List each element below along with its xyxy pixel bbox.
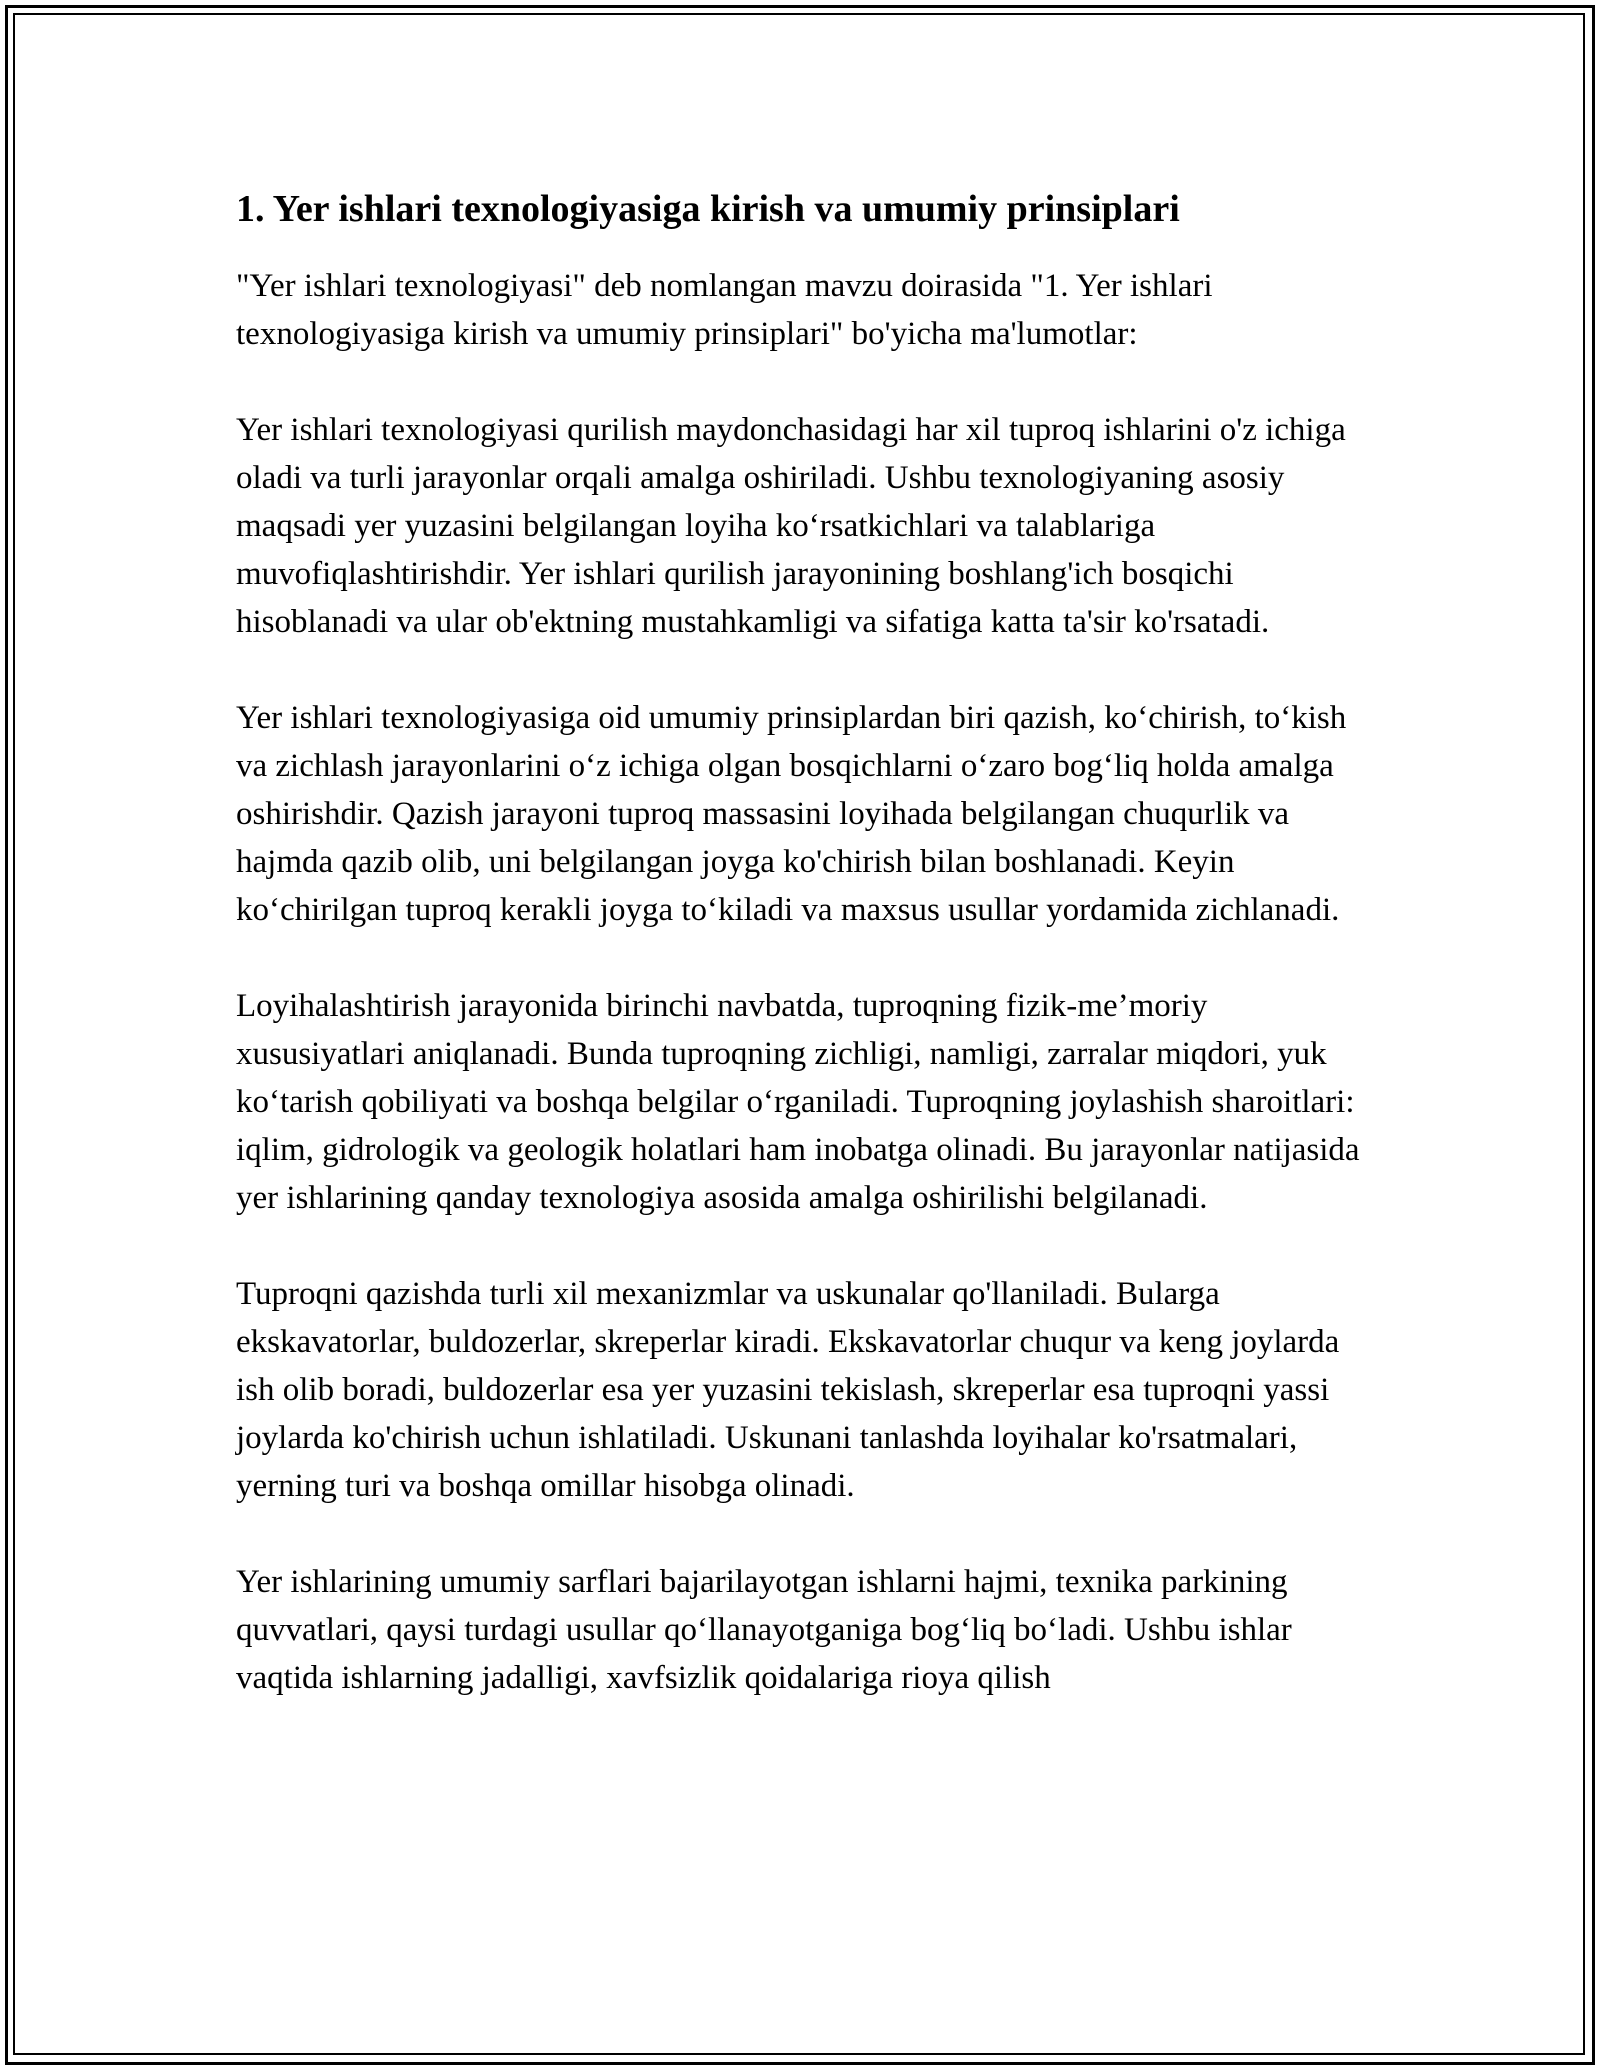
paragraph-costs: Yer ishlarining umumiy sarflari bajarilayotgan ishlarni hajmi, texnika parkining quvvatlari, qaysi turdagi usullar qo‘llanayotganiga bog‘liq bo‘ladi. Ushbu ishlar vaqtida ishlarning jadalligi, xavfsizlik qoidalariga rioya qilish <box>236 1563 1292 1696</box>
paragraph-equipment: Tuproqni qazishda turli xil mexanizmlar va uskunalar qo'llaniladi. Bularga ekskavatorlar, buldozerlar, skreperlar kiradi. Ekskavatorlar chuqur va keng joylarda ish olib boradi, buldozerlar esa yer yuzasini tekislash, skreperlar esa tuproqni yassi joylarda ko'chirish uchun ishlatiladi. Uskunani tanlashda loyihalar ko'rsatmalari, yerning turi va boshqa omillar hisobga olinadi. <box>236 1275 1340 1504</box>
paragraph-definition: Yer ishlari texnologiyasi qurilish maydonchasidagi har xil tuproq ishlarini o'z ichiga oladi va turli jarayonlar orqali amalga oshiriladi. Ushbu texnologiyaning asosiy maqsadi yer yuzasini belgilangan loyiha ko‘rsatkichlari va talablariga muvofiqlashtirishdir. Yer ishlari qurilish jarayonining boshlang'ich bosqichi hisoblanadi va ular ob'ektning mustahkamligi va sifatiga katta ta'sir ko'rsatadi. <box>236 411 1346 640</box>
paragraph-principles: Yer ishlari texnologiyasiga oid umumiy prinsiplardan biri qazish, ko‘chirish, to‘kish va zichlash jarayonlarini o‘z ichiga olgan bosqichlarni o‘zaro bog‘liq holda amalga oshirishdir. Qazish jarayoni tuproq massasini loyihada belgilangan chuqurlik va hajmda qazib olib, uni belgilangan joyga ko'chirish bilan boshlanadi. Keyin ko‘chirilgan tuproq kerakli joyga to‘kiladi va maxsus usullar yordamida zichlanadi. <box>236 699 1347 928</box>
paragraph-design: Loyihalashtirish jarayonida birinchi navbatda, tuproqning fizik-me’moriy xususiyatlari aniqlanadi. Bunda tuproqning zichligi, namligi, zarralar miqdori, yuk ko‘tarish qobiliyati va boshqa belgilar o‘rganiladi. Tuproqning joylashish sharoitlari: iqlim, gidrologik va geologik holatlari ham inobatga olinadi. Bu jarayonlar natijasida yer ishlarining qanday texnologiya asosida amalga oshirilishi belgilanadi. <box>236 987 1360 1216</box>
document-title: 1. Yer ishlari texnologiyasiga kirish va umumiy prinsiplari <box>236 188 1180 230</box>
document-body <box>236 186 1376 1750</box>
paragraph-intro: "Yer ishlari texnologiyasi" deb nomlangan mavzu doirasida "1. Yer ishlari texnologiyasiga kirish va umumiy prinsiplari" bo'yicha ma'lumotlar: <box>236 267 1213 352</box>
